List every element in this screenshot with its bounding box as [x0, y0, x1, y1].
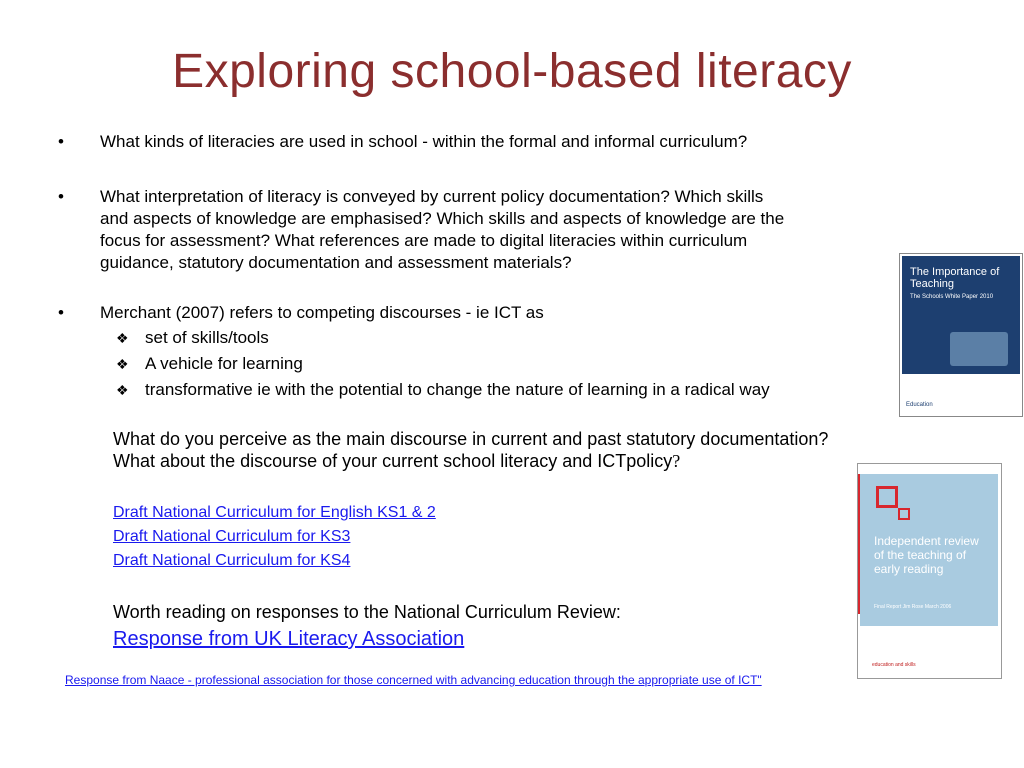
draft-curriculum-ks1-2-link[interactable]: Draft National Curriculum for English KS1 & 2	[113, 504, 436, 521]
sub-bullet-text: transformative ie with the potential to change the nature of learning in a radical way	[145, 380, 770, 399]
worth-reading-text: Worth reading on responses to the National Curriculum Review:	[113, 602, 621, 622]
sub-bullet-text: A vehicle for learning	[145, 354, 303, 373]
discussion-question	[113, 428, 973, 472]
square-logo-icon	[876, 486, 898, 508]
diamond-bullet-icon: ❖	[116, 356, 129, 372]
bullet-text-line-4: guidance, statutory documentation and assessment materials?	[100, 253, 572, 272]
bullet-text: Merchant (2007) refers to competing discourses - ie ICT as	[100, 303, 544, 322]
education-logo: Education	[906, 402, 933, 408]
question-line-2	[113, 450, 973, 472]
white-paper-cover-image	[899, 253, 1023, 417]
naace-response-link[interactable]: Response from Naace - professional association for those concerned with advancing education through the appropriate use of ICT"	[65, 673, 762, 687]
draft-curriculum-ks4-link[interactable]: Draft National Curriculum for KS4	[113, 552, 351, 569]
bullet-text-line-1: What interpretation of literacy is conveyed by current policy documentation? Which skills	[100, 187, 764, 206]
cover-title: Independent review of the teaching of early reading	[874, 534, 979, 576]
cover-subtitle: Final Report Jim Rose March 2006	[874, 604, 952, 610]
sub-bullet-text: set of skills/tools	[145, 328, 269, 347]
bullet-text-line-3: focus for assessment? What references are made to digital literacies within curriculum	[100, 231, 748, 250]
cover-panel	[860, 474, 998, 626]
cover-subtitle: The Schools White Paper 2010	[910, 294, 994, 300]
diamond-bullet-icon: ❖	[116, 382, 129, 398]
reading-review-cover-image	[857, 463, 1002, 679]
cover-title: The Importance of Teaching	[910, 266, 1000, 290]
bullet-icon: •	[58, 187, 64, 206]
bullet-icon: •	[58, 303, 64, 322]
draft-curriculum-ks3-link[interactable]: Draft National Curriculum for KS3	[113, 528, 351, 545]
bullet-text: What kinds of literacies are used in school - within the formal and informal curriculum?	[100, 132, 748, 151]
small-square-icon	[898, 508, 910, 520]
question-mark: ?	[672, 451, 681, 471]
cover-footer: education and skills	[872, 662, 916, 668]
slide-title: Exploring school-based literacy	[172, 45, 852, 98]
question-line-1: What do you perceive as the main discourse in current and past statutory documentation?	[113, 429, 829, 449]
bullet-text-line-2: and aspects of knowledge are emphasised? Which skills and aspects of knowledge are the	[100, 209, 785, 228]
ukla-response-link[interactable]: Response from UK Literacy Association	[113, 628, 465, 650]
cover-graphic	[950, 332, 1008, 366]
bullet-icon: •	[58, 132, 64, 151]
diamond-bullet-icon: ❖	[116, 330, 129, 346]
question-line-2-text: What about the discourse of your current school literacy and ICTpolicy	[113, 451, 673, 471]
